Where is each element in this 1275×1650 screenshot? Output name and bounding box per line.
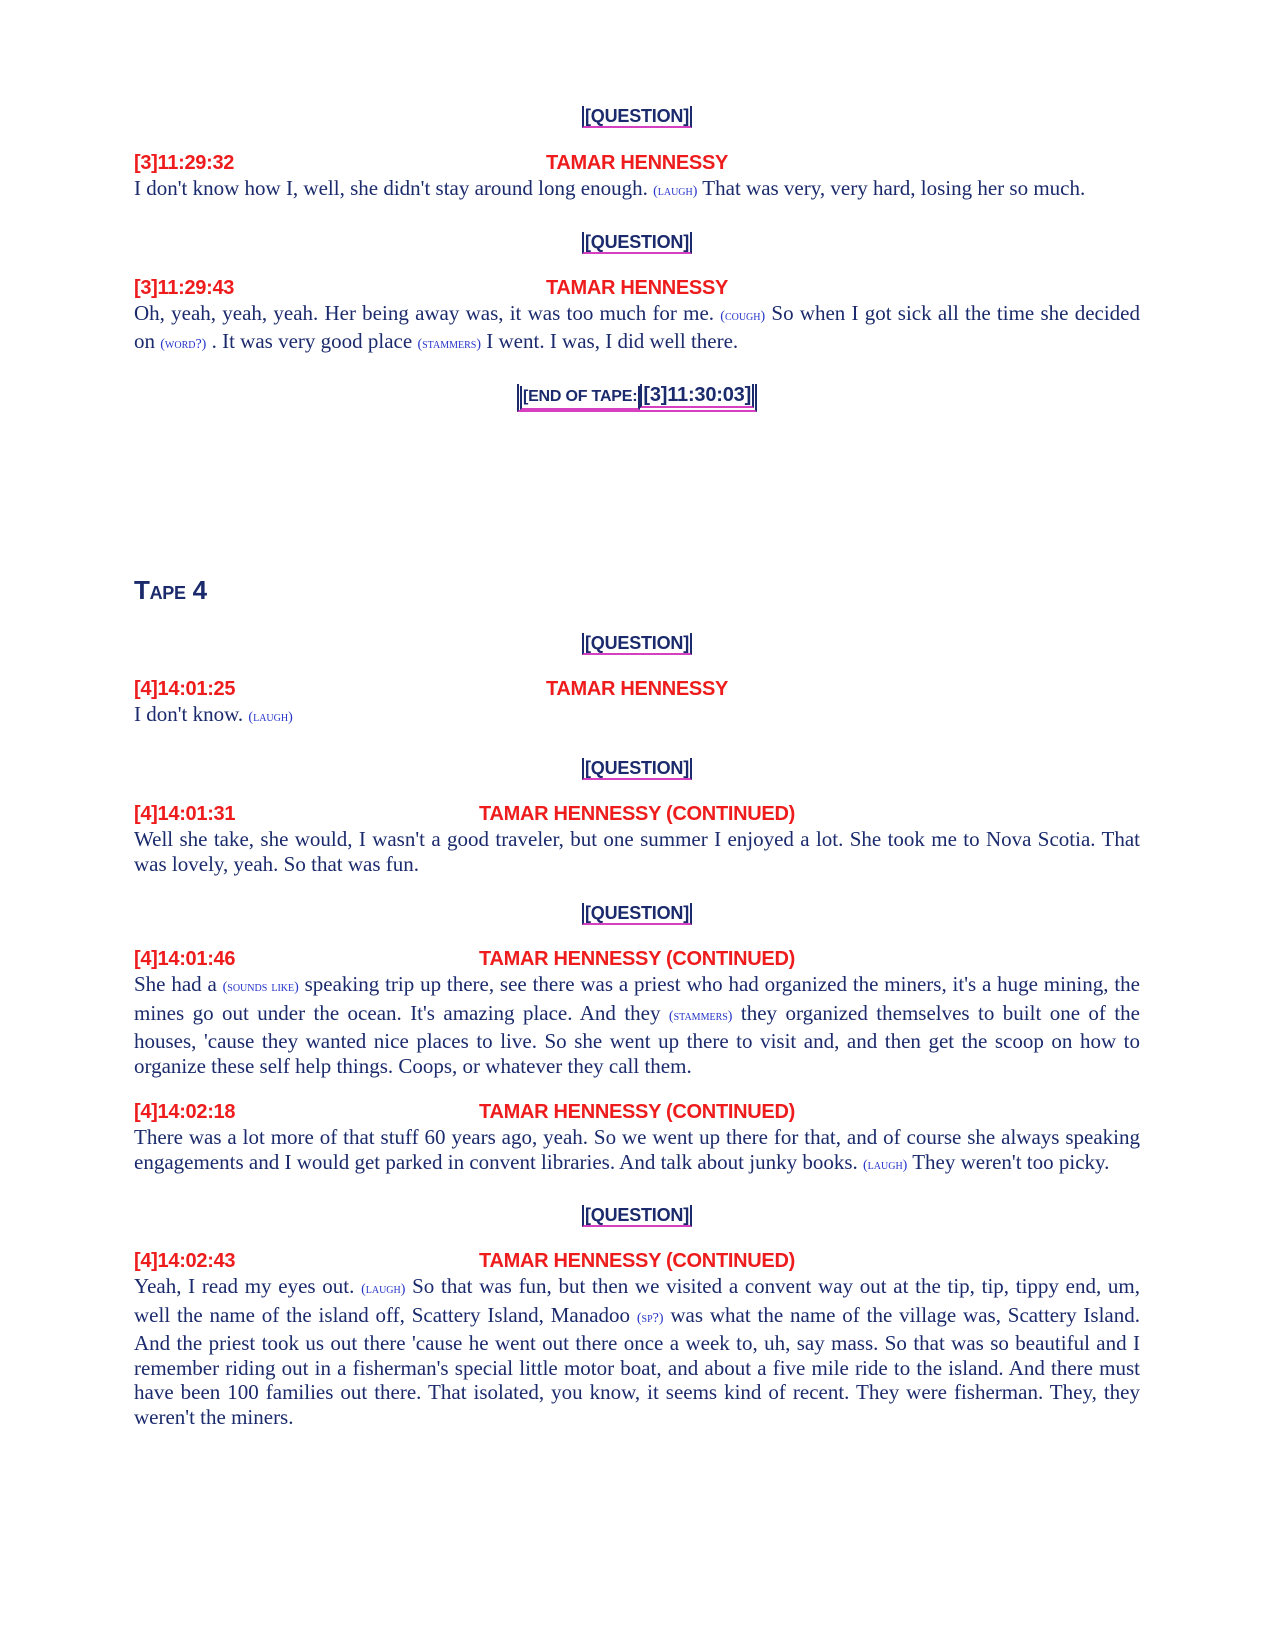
transcript-page [134, 100, 1140, 1429]
entry-header [134, 677, 1140, 702]
question-marker: [QUESTION] [134, 1203, 1140, 1227]
stage-note: (sp?) [636, 1310, 664, 1326]
stage-note: (laugh) [653, 184, 698, 199]
question-marker: [QUESTION] [134, 104, 1140, 128]
timestamp: [4]14:02:43 [134, 1250, 236, 1272]
timestamp: [4]14:01:25 [134, 677, 236, 700]
timestamp: [3]11:29:43 [134, 276, 235, 299]
question-marker: [QUESTION] [134, 756, 1140, 780]
speaker-name: TAMAR HENNESSY [545, 276, 729, 299]
question-marker: [QUESTION] [134, 901, 1140, 925]
speaker-name: TAMAR HENNESSY (CONTINUED) [479, 1250, 795, 1272]
transcript-paragraph: Yeah, I read my eyes out. (laugh) So that was fun, but then we visited a convent way out at the tip, tip, tippy end, um, well the name of the island off, Scattery Island, Manadoo (sp?) was what the name of the village was, Scattery Island. And the priest took us out there 'cause he went out there once a week to, uh, say mass. So that was so beautiful and I remember riding out in a fisherman's special little motor boat, and about a five mile ride to the island. And there must have been 100 families out there. That isolated, you know, it seems kind of recent. They were fisherman. They, they weren't the miners. [134, 1274, 1140, 1429]
transcript-paragraph: Oh, yeah, yeah, yeah. Her being away was, it was too much for me. (cough) So when I got sick all the time she decided on (word?) . It was very good place (stammers) I went. I was, I did well there. [134, 300, 1140, 353]
stage-note: (cough) [720, 308, 766, 324]
stage-note: (laugh) [863, 1157, 908, 1173]
transcript-paragraph: Well she take, she would, I wasn't a good traveler, but one summer I enjoyed a lot. She took me to Nova Scotia. That was lovely, yeah. So that was fun. [134, 827, 1140, 876]
timestamp: [4]14:01:31 [134, 803, 236, 825]
timestamp: [3]11:29:32 [134, 152, 235, 174]
speaker-name: TAMAR HENNESSY [545, 677, 729, 700]
stage-note: (word?) [160, 337, 207, 352]
stage-note: (sounds like) [222, 980, 299, 995]
stage-note: (laugh) [361, 1282, 406, 1297]
entry-header [134, 1100, 1140, 1125]
entry-header [134, 1249, 1140, 1274]
transcript-paragraph: There was a lot more of that stuff 60 years ago, yeah. So we went up there for that, and of course she always speaking engagements and I would get parked in convent libraries. And talk about junky books. (laugh) They weren't too picky. [134, 1125, 1140, 1174]
transcript-paragraph: She had a (sounds like) speaking trip up there, see there was a priest who had organized the miners, it's a huge mining, the mines go out under the ocean. It's amazing place. And they (stammers) they organized themselves to built one of the houses, 'cause they wanted nice places to live. So she went up there to visit and, and then get the scoop on how to organize these self help things. Coops, or whatever they call them. [134, 972, 1141, 1078]
stage-note: (laugh) [248, 709, 293, 725]
stage-note: (stammers) [668, 1008, 733, 1024]
speaker-name: TAMAR HENNESSY (CONTINUED) [479, 803, 795, 825]
transcript-paragraph: I don't know how I, well, she didn't stay around long enough. (laugh) That was very, very hard, losing her so much. [134, 176, 1086, 200]
tape-heading: Tape 4 [134, 574, 207, 605]
entry-header [134, 151, 1140, 176]
question-marker: [QUESTION] [134, 230, 1140, 254]
speaker-name: TAMAR HENNESSY (CONTINUED) [479, 1101, 795, 1123]
transcript-paragraph: I don't know. (laugh) [134, 701, 293, 726]
stage-note: (stammers) [417, 337, 481, 352]
speaker-name: TAMAR HENNESSY (CONTINUED) [479, 948, 795, 970]
question-marker: [QUESTION] [134, 631, 1140, 655]
speaker-name: TAMAR HENNESSY [545, 152, 729, 174]
timestamp: [4]14:02:18 [134, 1101, 236, 1123]
entry-header [134, 947, 1140, 972]
timestamp: [4]14:01:46 [134, 948, 236, 970]
entry-header [134, 276, 1140, 301]
entry-header [134, 802, 1140, 827]
end-of-tape-marker: [END OF TAPE:[3]11:30:03] [134, 383, 1140, 407]
